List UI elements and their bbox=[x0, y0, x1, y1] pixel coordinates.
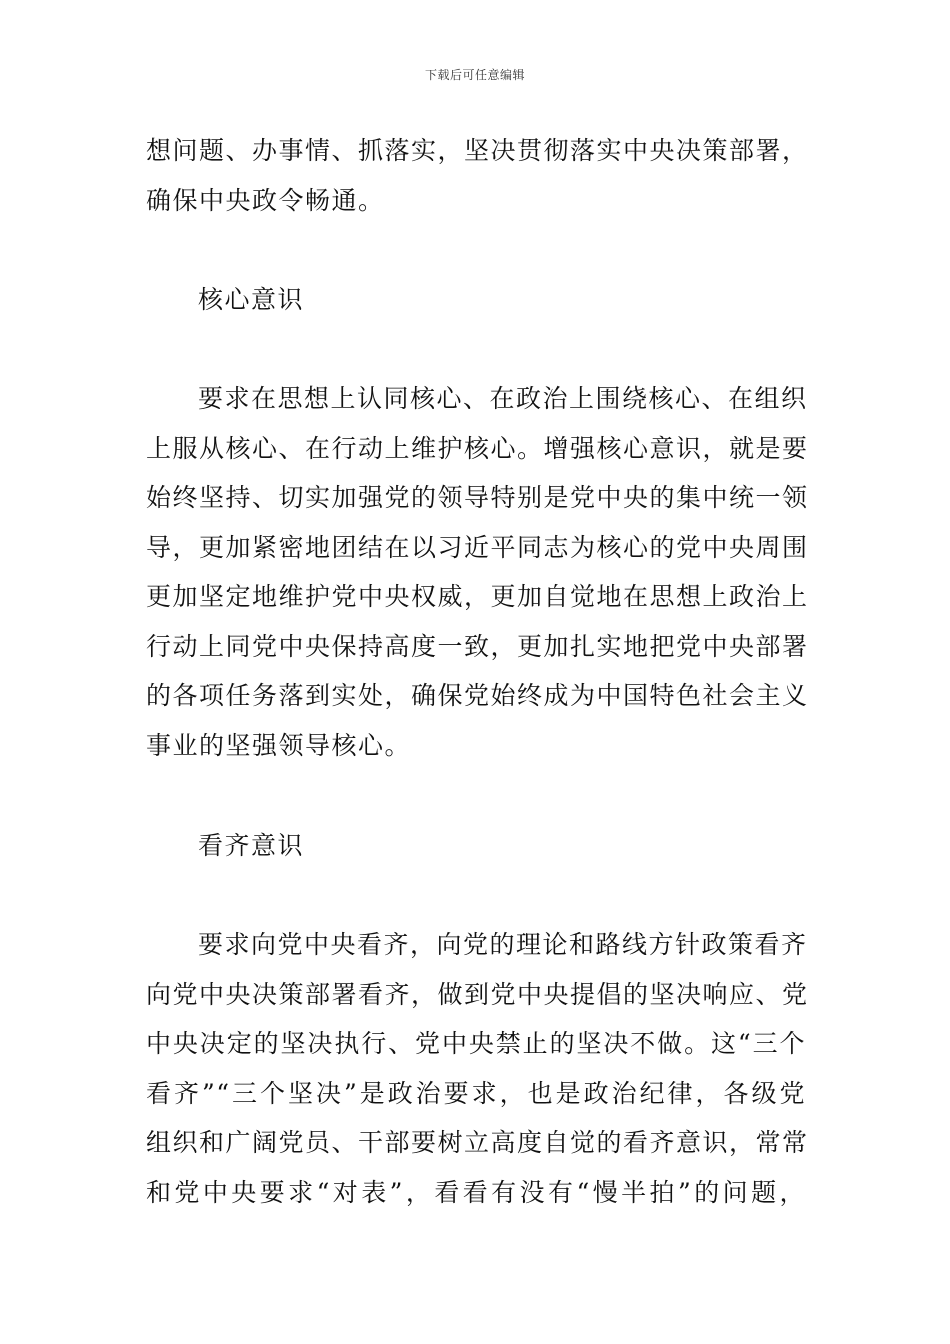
paragraph-1-line-2: 确保中央政令畅通。 bbox=[146, 185, 385, 215]
paragraph-1 bbox=[146, 126, 809, 225]
section-heading-core-awareness: 核心意识 bbox=[198, 285, 305, 314]
paragraph-1-line-1: 想问题、办事情、抓落实，坚决贯彻落实中央决策部署， bbox=[146, 136, 809, 165]
paragraph-2-line-3: 始终坚持、切实加强党的领导特别是党中央的集中统一领 bbox=[146, 483, 809, 512]
paragraph-2-line-5: 更加坚定地维护党中央权威，更加自觉地在思想上政治上 bbox=[146, 582, 809, 611]
paragraph-3-line-6: 和党中央要求“对表”，看看有没有“慢半拍”的问题， bbox=[146, 1177, 806, 1207]
paragraph-2-line-7: 的各项任务落到实处，确保党始终成为中国特色社会主义 bbox=[146, 681, 809, 710]
section-heading-alignment-awareness: 看齐意识 bbox=[198, 831, 305, 860]
page-header: 下载后可任意编辑 bbox=[424, 68, 525, 82]
paragraph-2-line-4: 导，更加紧密地团结在以习近平同志为核心的党中央周围 bbox=[146, 532, 809, 562]
paragraph-3-line-4: 看齐”“三个坚决”是政治要求，也是政治纪律，各级党 bbox=[146, 1078, 806, 1108]
paragraph-2-line-1: 要求在思想上认同核心、在政治上围绕核心、在组织 bbox=[198, 384, 808, 413]
paragraph-3-line-2: 向党中央决策部署看齐，做到党中央提倡的坚决响应、党 bbox=[146, 979, 809, 1009]
paragraph-3 bbox=[146, 920, 809, 1217]
paragraph-2-line-8: 事业的坚强领导核心。 bbox=[146, 730, 412, 760]
paragraph-2-line-2: 上服从核心、在行动上维护核心。增强核心意识，就是要 bbox=[146, 433, 809, 463]
paragraph-3-line-5: 组织和广阔党员、干部要树立高度自觉的看齐意识，常常 bbox=[146, 1128, 809, 1157]
paragraph-2 bbox=[146, 374, 809, 770]
paragraph-3-line-1: 要求向党中央看齐，向党的理论和路线方针政策看齐 bbox=[198, 930, 808, 959]
paragraph-3-line-3: 中央决定的坚决执行、党中央禁止的坚决不做。这“三个 bbox=[146, 1029, 806, 1058]
paragraph-2-line-6: 行动上同党中央保持高度一致，更加扎实地把党中央部署 bbox=[146, 631, 809, 661]
